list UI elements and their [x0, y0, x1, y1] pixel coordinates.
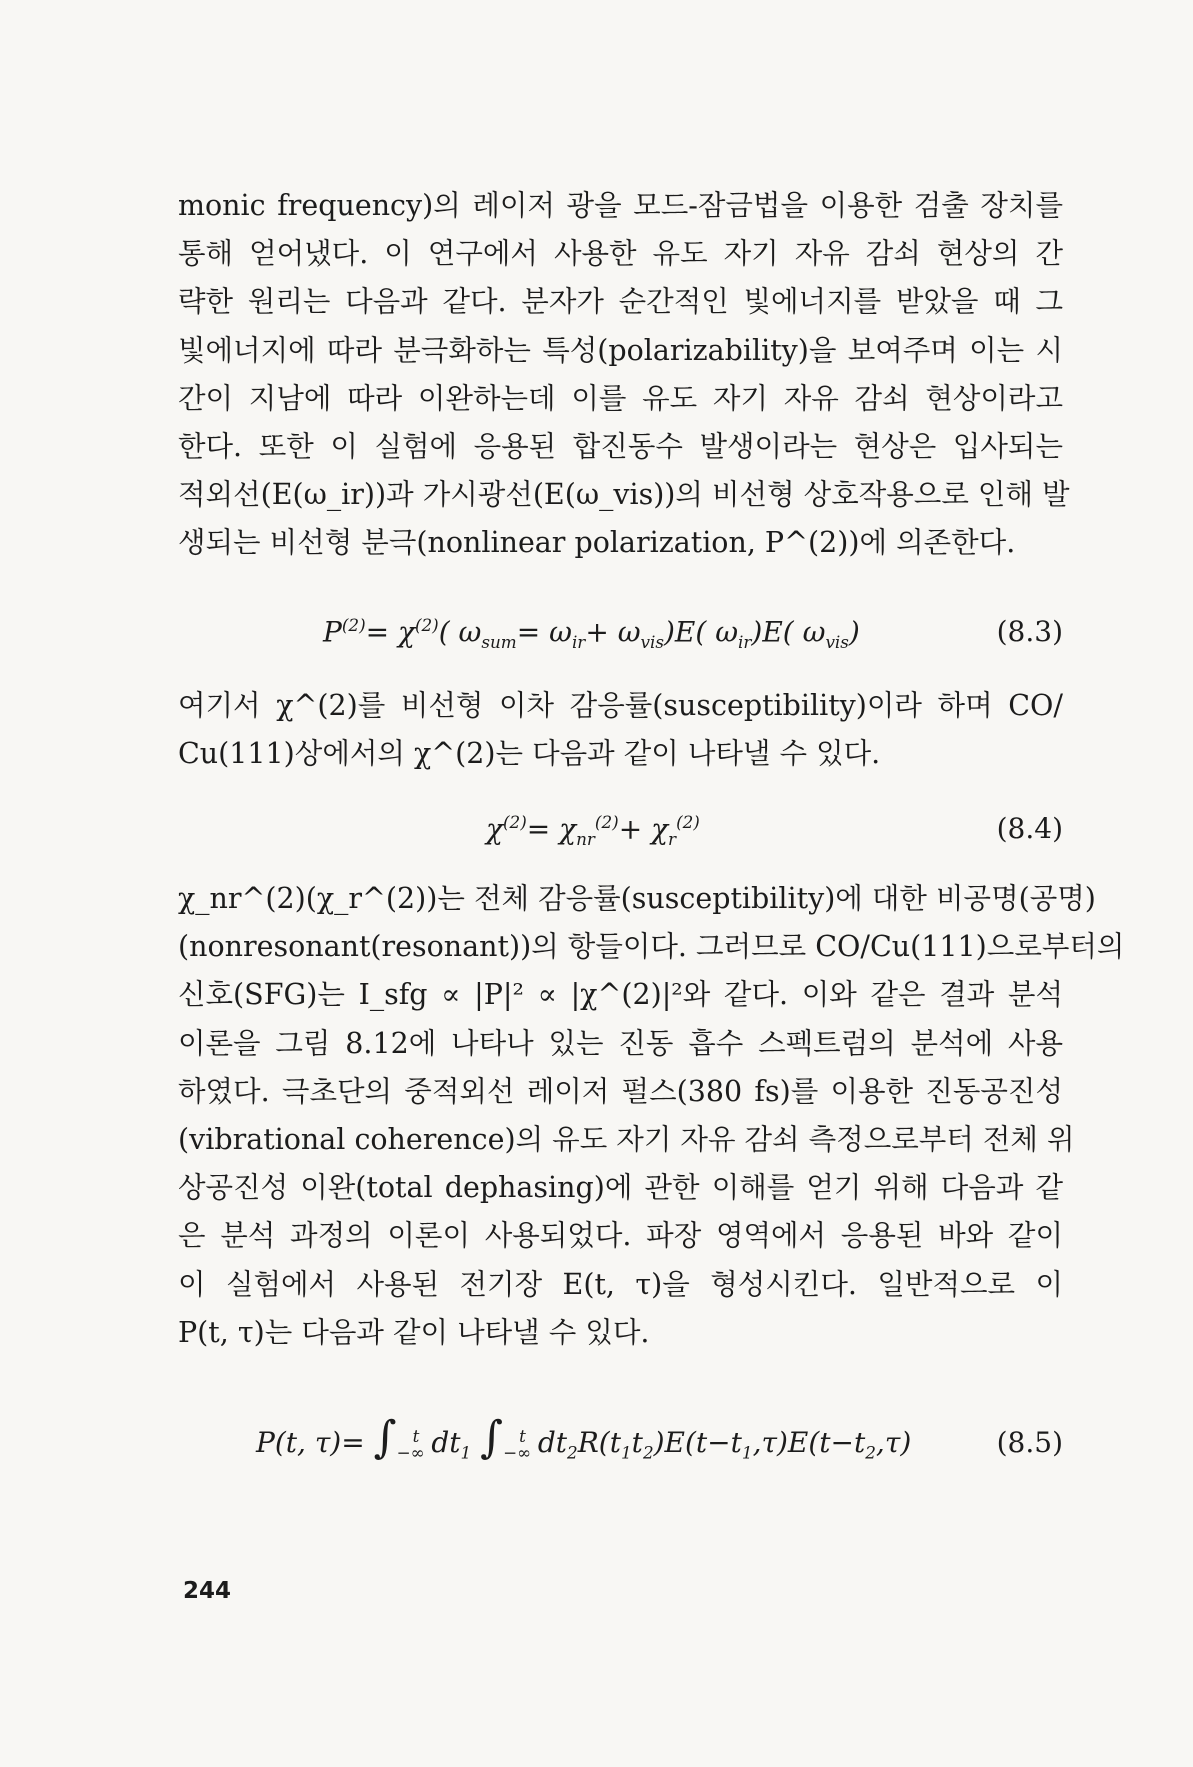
text-line: 한다. 또한 이 실험에 응용된 합진동수 발생이라는 현상은 입사되는 [178, 430, 1063, 464]
text-line: 적외선(E(ω_ir))과 가시광선(E(ω_vis))의 비선형 상호작용으로 인해 발 [178, 478, 1070, 512]
text-line: 빛에너지에 따라 분극화하는 특성(polarizability)을 보여주며 이는 시 [178, 333, 1063, 367]
equation-body: $P^{(2)}= \chi^{(2)}$( $\omega_{sum}= \omega_{ir}+ \omega_{vis})E$( $\omega_{ir})E$( $\omega_{vis}$) [323, 615, 860, 652]
text-line: (nonresonant(resonant))의 항들이다. 그러므로 CO/Cu(111)으로부터의 [178, 930, 1125, 964]
equation-number: (8.3) [996, 615, 1063, 648]
text-line: Cu(111)상에서의 χ^(2)는 다음과 같이 나타낼 수 있다. [178, 737, 881, 771]
equation-body: P(t, $\tau)= \int_{-\infty}^t$ $dt_1$ $\int_{-\infty}^t$ $dt_2R(t_1t_2)E(t-t_1,\tau)E(t-t_2,\tau)$ [256, 1412, 912, 1463]
text-line: 은 분석 과정의 이론이 사용되었다. 파장 영역에서 응용된 바와 같이 [178, 1219, 1063, 1253]
text-line: 이 실험에서 사용된 전기장 E(t, τ)을 형성시킨다. 일반적으로 이 [178, 1267, 1063, 1301]
text-line: 여기서 χ^(2)를 비선형 이차 감응률(susceptibility)이라 하며 CO/ [178, 689, 1063, 722]
paragraph-3 [178, 875, 1125, 1357]
text-line: 생되는 비선형 분극(nonlinear polarization, P^(2))에 의존한다. [178, 526, 1016, 560]
text-line: monic frequency)의 레이저 광을 모드-잠금법을 이용한 검출 장치를 [178, 189, 1063, 222]
equation-8-5 [178, 1412, 1063, 1482]
text-line: 략한 원리는 다음과 같다. 분자가 순간적인 빛에너지를 받았을 때 그 [178, 285, 1063, 319]
text-line: 이론을 그림 8.12에 나타나 있는 진동 흡수 스펙트럼의 분석에 사용 [178, 1026, 1063, 1060]
paragraph-1 [178, 182, 1070, 568]
equation-body: $\chi^{(2)}= \chi_{nr}^{(2)}+ \chi_r^{(2)}$ [486, 812, 700, 849]
page-number: 244 [183, 1578, 232, 1604]
text-line: P(t, τ)는 다음과 같이 나타낼 수 있다. [178, 1315, 650, 1349]
paragraph-2 [178, 682, 1063, 778]
text-line: 상공진성 이완(total dephasing)에 관한 이해를 얻기 위해 다음과 같 [178, 1171, 1063, 1205]
equation-8-4 [178, 812, 1063, 862]
text-line: 통해 얻어냈다. 이 연구에서 사용한 유도 자기 자유 감쇠 현상의 간 [178, 237, 1063, 271]
equation-number: (8.4) [996, 812, 1063, 845]
text-line: 하였다. 극초단의 중적외선 레이저 펄스(380 fs)를 이용한 진동공진성 [178, 1074, 1063, 1108]
equation-8-3 [178, 615, 1063, 665]
text-line: (vibrational coherence)의 유도 자기 자유 감쇠 측정으로부터 전체 위 [178, 1123, 1075, 1157]
text-line: χ_nr^(2)(χ_r^(2))는 전체 감응률(susceptibility)에 대한 비공명(공명) [178, 882, 1096, 915]
text-line: 간이 지남에 따라 이완하는데 이를 유도 자기 자유 감쇠 현상이라고 [178, 381, 1063, 415]
text-line: 신호(SFG)는 I_sfg ∝ |P|² ∝ |χ^(2)|²와 같다. 이와 같은 결과 분석 [178, 978, 1063, 1012]
equation-number: (8.5) [996, 1426, 1063, 1459]
